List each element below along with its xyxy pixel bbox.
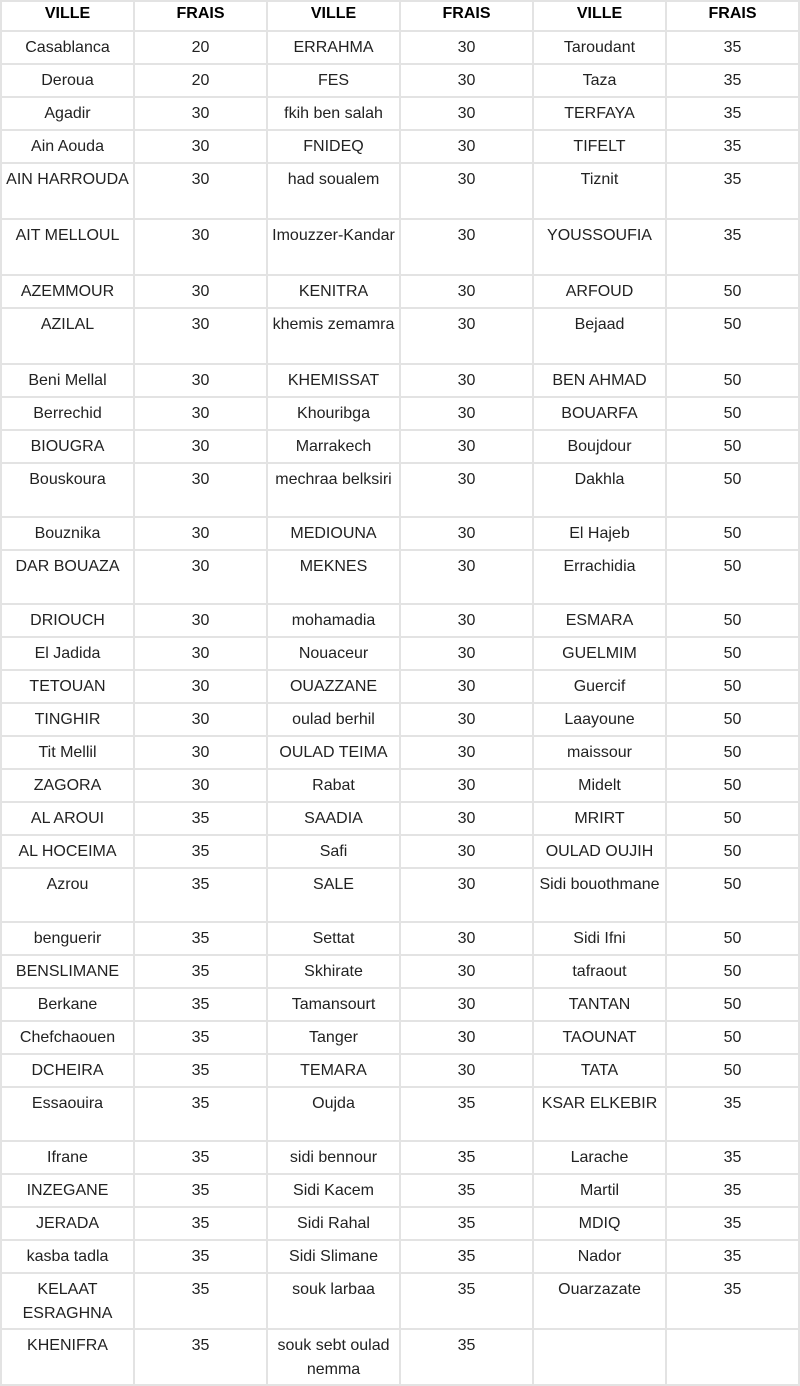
frais-cell: 30 <box>400 275 533 308</box>
frais-cell: 30 <box>400 703 533 736</box>
frais-cell: 50 <box>666 802 799 835</box>
ville-cell: BENSLIMANE <box>1 955 134 988</box>
table-row <box>1 397 799 430</box>
table-row <box>1 219 799 275</box>
ville-cell: khemis zemamra <box>267 308 400 364</box>
ville-cell: TEMARA <box>267 1054 400 1087</box>
ville-cell: El Hajeb <box>533 517 666 550</box>
frais-cell: 50 <box>666 604 799 637</box>
ville-cell: Rabat <box>267 769 400 802</box>
ville-cell: Ifrane <box>1 1141 134 1174</box>
table-row <box>1 1240 799 1273</box>
frais-cell: 20 <box>134 64 267 97</box>
ville-cell: Taroudant <box>533 31 666 64</box>
frais-cell: 50 <box>666 364 799 397</box>
ville-cell: FNIDEQ <box>267 130 400 163</box>
ville-cell: Safi <box>267 835 400 868</box>
table-row <box>1 802 799 835</box>
frais-cell: 30 <box>134 637 267 670</box>
table-body <box>1 31 799 1385</box>
ville-cell: AIN HARROUDA <box>1 163 134 219</box>
frais-cell: 30 <box>400 219 533 275</box>
frais-cell: 30 <box>134 397 267 430</box>
frais-cell: 30 <box>134 130 267 163</box>
ville-cell: Larache <box>533 1141 666 1174</box>
frais-cell: 30 <box>134 275 267 308</box>
frais-cell: 35 <box>400 1240 533 1273</box>
ville-cell: OUAZZANE <box>267 670 400 703</box>
table-row <box>1 1021 799 1054</box>
frais-cell: 35 <box>400 1174 533 1207</box>
ville-cell: Nouaceur <box>267 637 400 670</box>
table-row <box>1 31 799 64</box>
frais-cell: 30 <box>134 308 267 364</box>
frais-cell: 50 <box>666 275 799 308</box>
frais-cell: 30 <box>400 308 533 364</box>
table-row <box>1 922 799 955</box>
frais-cell: 50 <box>666 769 799 802</box>
frais-cell: 30 <box>134 364 267 397</box>
frais-cell: 35 <box>134 1174 267 1207</box>
ville-cell: Nador <box>533 1240 666 1273</box>
frais-cell: 50 <box>666 922 799 955</box>
ville-cell: BOUARFA <box>533 397 666 430</box>
frais-cell: 30 <box>400 868 533 922</box>
frais-cell: 30 <box>400 922 533 955</box>
frais-cell: 35 <box>134 835 267 868</box>
frais-cell: 30 <box>134 430 267 463</box>
frais-cell: 50 <box>666 397 799 430</box>
ville-cell: Imouzzer-Kandar <box>267 219 400 275</box>
ville-cell: Bejaad <box>533 308 666 364</box>
ville-cell: JERADA <box>1 1207 134 1240</box>
frais-cell: 30 <box>400 988 533 1021</box>
table-row <box>1 430 799 463</box>
ville-cell: DRIOUCH <box>1 604 134 637</box>
frais-cell: 35 <box>666 1174 799 1207</box>
table-row <box>1 1329 799 1385</box>
ville-cell: Sidi Ifni <box>533 922 666 955</box>
ville-cell: mohamadia <box>267 604 400 637</box>
ville-cell: Settat <box>267 922 400 955</box>
frais-cell: 35 <box>400 1087 533 1141</box>
ville-cell: Sidi Slimane <box>267 1240 400 1273</box>
ville-cell: Guercif <box>533 670 666 703</box>
ville-cell: KHENIFRA <box>1 1329 134 1385</box>
ville-cell: FES <box>267 64 400 97</box>
frais-cell: 30 <box>134 703 267 736</box>
ville-cell: Sidi Rahal <box>267 1207 400 1240</box>
frais-cell: 50 <box>666 637 799 670</box>
table-row <box>1 868 799 922</box>
ville-cell: kasba tadla <box>1 1240 134 1273</box>
table-row <box>1 97 799 130</box>
frais-cell: 30 <box>400 670 533 703</box>
ville-cell: Agadir <box>1 97 134 130</box>
ville-cell: Deroua <box>1 64 134 97</box>
ville-cell: Midelt <box>533 769 666 802</box>
frais-cell: 35 <box>134 1021 267 1054</box>
frais-cell: 50 <box>666 988 799 1021</box>
ville-cell: Martil <box>533 1174 666 1207</box>
ville-cell: SALE <box>267 868 400 922</box>
table-row <box>1 637 799 670</box>
ville-cell: MEKNES <box>267 550 400 604</box>
header-ville-1: VILLE <box>1 1 134 31</box>
ville-cell: Azrou <box>1 868 134 922</box>
table-row <box>1 1054 799 1087</box>
table-row <box>1 769 799 802</box>
ville-cell: Tit Mellil <box>1 736 134 769</box>
frais-cell: 50 <box>666 1021 799 1054</box>
frais-cell: 30 <box>134 550 267 604</box>
header-row <box>1 1 799 31</box>
frais-cell: 30 <box>400 637 533 670</box>
frais-cell: 30 <box>134 517 267 550</box>
ville-cell: SAADIA <box>267 802 400 835</box>
ville-cell: BIOUGRA <box>1 430 134 463</box>
frais-cell: 35 <box>666 31 799 64</box>
ville-cell: maissour <box>533 736 666 769</box>
frais-cell: 30 <box>400 517 533 550</box>
ville-cell: Bouznika <box>1 517 134 550</box>
frais-cell: 35 <box>400 1329 533 1385</box>
frais-cell: 30 <box>134 163 267 219</box>
ville-cell: Berkane <box>1 988 134 1021</box>
ville-cell: Skhirate <box>267 955 400 988</box>
frais-cell: 30 <box>400 163 533 219</box>
ville-cell: had soualem <box>267 163 400 219</box>
table-row <box>1 670 799 703</box>
frais-cell: 30 <box>134 769 267 802</box>
table-row <box>1 955 799 988</box>
table-row <box>1 463 799 517</box>
frais-cell: 30 <box>400 769 533 802</box>
ville-cell: YOUSSOUFIA <box>533 219 666 275</box>
ville-cell: AZEMMOUR <box>1 275 134 308</box>
ville-cell: oulad berhil <box>267 703 400 736</box>
frais-cell: 35 <box>134 868 267 922</box>
ville-cell: MDIQ <box>533 1207 666 1240</box>
frais-cell: 35 <box>134 802 267 835</box>
frais-cell: 35 <box>134 1141 267 1174</box>
ville-cell: tafraout <box>533 955 666 988</box>
header-frais-1: FRAIS <box>134 1 267 31</box>
frais-cell: 30 <box>134 670 267 703</box>
frais-cell: 50 <box>666 463 799 517</box>
ville-cell: AIT MELLOUL <box>1 219 134 275</box>
frais-cell: 35 <box>666 97 799 130</box>
ville-cell: benguerir <box>1 922 134 955</box>
ville-cell: El Jadida <box>1 637 134 670</box>
ville-cell: TERFAYA <box>533 97 666 130</box>
frais-cell: 35 <box>666 1207 799 1240</box>
table-row <box>1 1174 799 1207</box>
table-row <box>1 550 799 604</box>
table-row <box>1 1141 799 1174</box>
table-row <box>1 308 799 364</box>
ville-cell: TANTAN <box>533 988 666 1021</box>
ville-cell: Taza <box>533 64 666 97</box>
frais-cell: 30 <box>400 604 533 637</box>
table-row <box>1 988 799 1021</box>
ville-cell: TAOUNAT <box>533 1021 666 1054</box>
frais-cell: 35 <box>666 163 799 219</box>
frais-cell: 30 <box>400 463 533 517</box>
table-row <box>1 517 799 550</box>
frais-cell: 30 <box>400 1021 533 1054</box>
frais-cell: 35 <box>400 1273 533 1329</box>
header-ville-2: VILLE <box>267 1 400 31</box>
ville-cell: Sidi Kacem <box>267 1174 400 1207</box>
frais-cell: 50 <box>666 550 799 604</box>
ville-cell: AL HOCEIMA <box>1 835 134 868</box>
ville-cell: Errachidia <box>533 550 666 604</box>
table-row <box>1 835 799 868</box>
frais-cell: 35 <box>666 1087 799 1141</box>
frais-cell: 35 <box>134 1329 267 1385</box>
ville-cell: souk larbaa <box>267 1273 400 1329</box>
ville-cell: Boujdour <box>533 430 666 463</box>
ville-cell: GUELMIM <box>533 637 666 670</box>
frais-cell: 30 <box>134 736 267 769</box>
frais-cell: 35 <box>134 988 267 1021</box>
frais-cell: 50 <box>666 955 799 988</box>
table-row <box>1 604 799 637</box>
ville-cell: DCHEIRA <box>1 1054 134 1087</box>
ville-cell: ERRAHMA <box>267 31 400 64</box>
frais-cell: 35 <box>666 64 799 97</box>
frais-cell: 35 <box>666 1273 799 1329</box>
ville-cell: Beni Mellal <box>1 364 134 397</box>
ville-cell: KHEMISSAT <box>267 364 400 397</box>
frais-cell: 35 <box>134 1054 267 1087</box>
ville-cell: Casablanca <box>1 31 134 64</box>
ville-cell: MRIRT <box>533 802 666 835</box>
table-row <box>1 1087 799 1141</box>
frais-cell: 35 <box>134 1207 267 1240</box>
ville-cell: KELAAT ESRAGHNA <box>1 1273 134 1329</box>
frais-cell: 30 <box>400 64 533 97</box>
ville-cell: Tamansourt <box>267 988 400 1021</box>
frais-cell: 30 <box>400 364 533 397</box>
ville-cell: Bouskoura <box>1 463 134 517</box>
ville-cell: Ain Aouda <box>1 130 134 163</box>
ville-cell: ARFOUD <box>533 275 666 308</box>
ville-cell: Essaouira <box>1 1087 134 1141</box>
ville-cell: souk sebt oulad nemma <box>267 1329 400 1385</box>
frais-cell: 30 <box>400 550 533 604</box>
frais-cell: 35 <box>134 922 267 955</box>
ville-cell: Laayoune <box>533 703 666 736</box>
ville-cell: KSAR ELKEBIR <box>533 1087 666 1141</box>
ville-cell: TATA <box>533 1054 666 1087</box>
ville-cell: Oujda <box>267 1087 400 1141</box>
frais-cell: 30 <box>400 430 533 463</box>
ville-cell: KENITRA <box>267 275 400 308</box>
table-row <box>1 703 799 736</box>
ville-cell: INZEGANE <box>1 1174 134 1207</box>
ville-cell: ZAGORA <box>1 769 134 802</box>
frais-cell: 30 <box>134 463 267 517</box>
ville-cell: Chefchaouen <box>1 1021 134 1054</box>
ville-cell: Ouarzazate <box>533 1273 666 1329</box>
table-row <box>1 364 799 397</box>
ville-cell: Khouribga <box>267 397 400 430</box>
ville-cell: Berrechid <box>1 397 134 430</box>
frais-cell: 30 <box>400 397 533 430</box>
frais-cell: 35 <box>666 1141 799 1174</box>
frais-cell: 35 <box>666 130 799 163</box>
ville-cell: ESMARA <box>533 604 666 637</box>
frais-cell: 35 <box>400 1141 533 1174</box>
ville-cell <box>533 1329 666 1385</box>
ville-cell: TETOUAN <box>1 670 134 703</box>
ville-cell: MEDIOUNA <box>267 517 400 550</box>
frais-cell: 30 <box>400 31 533 64</box>
ville-cell: Dakhla <box>533 463 666 517</box>
frais-cell: 35 <box>134 1087 267 1141</box>
ville-cell: Tiznit <box>533 163 666 219</box>
frais-cell: 30 <box>400 835 533 868</box>
ville-cell: AZILAL <box>1 308 134 364</box>
ville-cell: OULAD TEIMA <box>267 736 400 769</box>
frais-cell: 35 <box>666 219 799 275</box>
frais-cell: 30 <box>134 219 267 275</box>
frais-cell: 50 <box>666 1054 799 1087</box>
ville-cell: mechraa belksiri <box>267 463 400 517</box>
frais-cell: 30 <box>134 97 267 130</box>
frais-cell: 30 <box>400 1054 533 1087</box>
frais-cell: 35 <box>134 1273 267 1329</box>
frais-cell: 50 <box>666 670 799 703</box>
table-row <box>1 736 799 769</box>
frais-cell: 50 <box>666 868 799 922</box>
frais-cell: 50 <box>666 308 799 364</box>
frais-cell: 30 <box>400 736 533 769</box>
frais-cell: 35 <box>134 955 267 988</box>
frais-cell: 35 <box>134 1240 267 1273</box>
ville-cell: DAR BOUAZA <box>1 550 134 604</box>
header-frais-2: FRAIS <box>400 1 533 31</box>
ville-cell: OULAD OUJIH <box>533 835 666 868</box>
frais-cell: 50 <box>666 517 799 550</box>
ville-cell: BEN AHMAD <box>533 364 666 397</box>
frais-cell: 30 <box>400 130 533 163</box>
table-row <box>1 163 799 219</box>
ville-cell: TIFELT <box>533 130 666 163</box>
ville-cell: Marrakech <box>267 430 400 463</box>
frais-cell: 50 <box>666 835 799 868</box>
ville-cell: Tanger <box>267 1021 400 1054</box>
frais-cell: 35 <box>400 1207 533 1240</box>
frais-cell: 50 <box>666 703 799 736</box>
table-row <box>1 275 799 308</box>
header-ville-3: VILLE <box>533 1 666 31</box>
frais-cell: 50 <box>666 736 799 769</box>
ville-cell: AL AROUI <box>1 802 134 835</box>
table-row <box>1 1273 799 1329</box>
table-row <box>1 1207 799 1240</box>
frais-cell: 20 <box>134 31 267 64</box>
ville-cell: sidi bennour <box>267 1141 400 1174</box>
frais-cell <box>666 1329 799 1385</box>
ville-cell: TINGHIR <box>1 703 134 736</box>
frais-cell: 30 <box>400 802 533 835</box>
table-row <box>1 130 799 163</box>
header-frais-3: FRAIS <box>666 1 799 31</box>
frais-cell: 35 <box>666 1240 799 1273</box>
ville-cell: fkih ben salah <box>267 97 400 130</box>
frais-cell: 50 <box>666 430 799 463</box>
frais-cell: 30 <box>134 604 267 637</box>
table-row <box>1 64 799 97</box>
ville-cell: Sidi bouothmane <box>533 868 666 922</box>
frais-cell: 30 <box>400 97 533 130</box>
frais-cell: 30 <box>400 955 533 988</box>
